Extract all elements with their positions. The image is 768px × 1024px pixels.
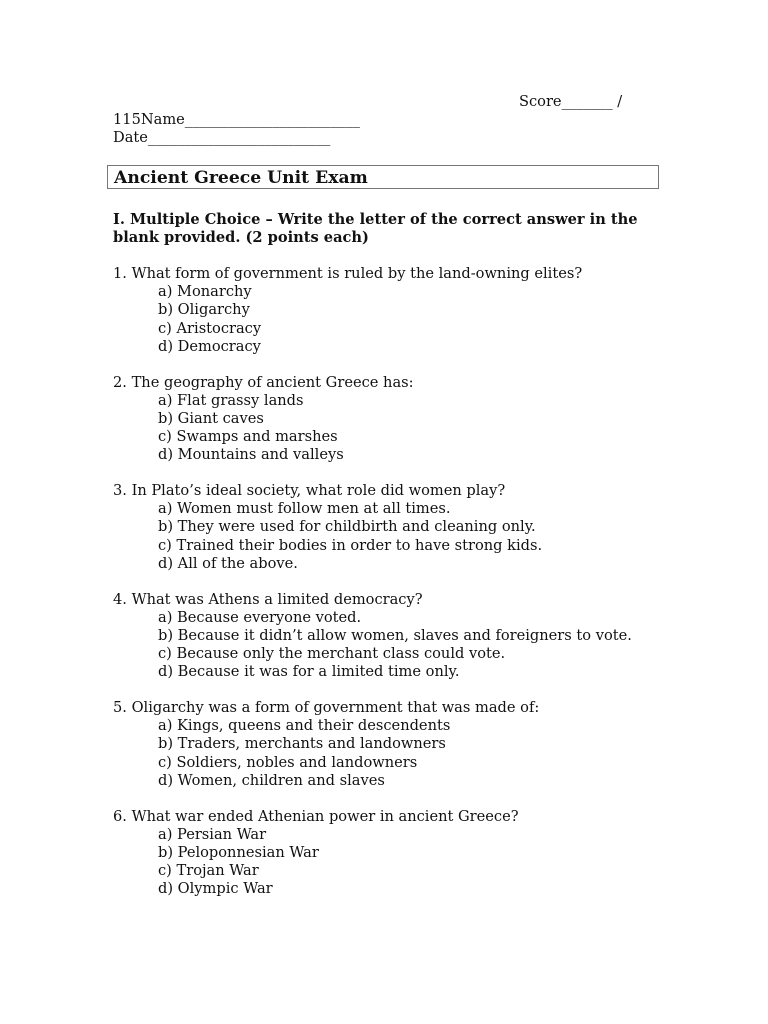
score-field-label: Score_______ / (519, 93, 623, 110)
answer-option: c) Trained their bodies in order to have strong kids. (158, 536, 543, 554)
score-total: 115 (113, 111, 141, 129)
question-5 (113, 699, 713, 790)
answer-option: d) Olympic War (158, 880, 273, 898)
answer-option: a) Because everyone voted. (158, 608, 362, 626)
answer-option: d) Democracy (158, 337, 261, 355)
exam-title: Ancient Greece Unit Exam (107, 165, 659, 189)
answer-option: d) Mountains and valleys (158, 446, 344, 464)
answer-option: d) All of the above. (158, 554, 298, 572)
answer-option: c) Swamps and marshes (158, 428, 338, 446)
answer-option: d) Because it was for a limited time only. (158, 663, 460, 681)
question-4 (113, 591, 713, 682)
question-text: 2. The geography of ancient Greece has: (113, 373, 414, 391)
answer-option: c) Because only the merchant class could vote. (158, 645, 506, 663)
question-list (113, 265, 713, 916)
answer-option: c) Trojan War (158, 862, 259, 880)
answer-option: b) They were used for childbirth and cleaning only. (158, 518, 536, 536)
exam-header (113, 93, 673, 148)
question-text: 3. In Plato’s ideal society, what role did women play? (113, 482, 506, 500)
question-3 (113, 482, 713, 573)
name-field-label: Name________________________ (140, 111, 360, 129)
date-field-label: Date_________________________ (113, 129, 331, 147)
answer-option: b) Because it didn’t allow women, slaves and foreigners to vote. (158, 626, 632, 644)
question-text: 5. Oligarchy was a form of government that was made of: (113, 699, 540, 717)
answer-option: b) Peloponnesian War (158, 843, 319, 861)
answer-option: a) Monarchy (158, 283, 252, 301)
question-2 (113, 374, 713, 465)
answer-option: a) Persian War (158, 825, 267, 843)
answer-option: b) Oligarchy (158, 301, 250, 319)
answer-option: a) Women must follow men at all times. (158, 500, 451, 518)
answer-option: c) Aristocracy (158, 319, 262, 337)
question-1 (113, 265, 713, 356)
question-text: 1. What form of government is ruled by the land-owning elites? (113, 265, 583, 282)
answer-option: a) Flat grassy lands (158, 391, 304, 409)
answer-option: c) Soldiers, nobles and landowners (158, 753, 418, 771)
answer-option: b) Traders, merchants and landowners (158, 735, 446, 753)
question-text: 4. What was Athens a limited democracy? (113, 590, 423, 608)
question-6 (113, 808, 713, 899)
section-heading: I. Multiple Choice – Write the letter of the correct answer in the blank provided. (2 points each) (113, 211, 638, 247)
question-text: 6. What war ended Athenian power in ancient Greece? (113, 807, 519, 825)
answer-option: b) Giant caves (158, 409, 264, 427)
answer-option: a) Kings, queens and their descendents (158, 717, 451, 735)
answer-option: d) Women, children and slaves (158, 771, 385, 789)
